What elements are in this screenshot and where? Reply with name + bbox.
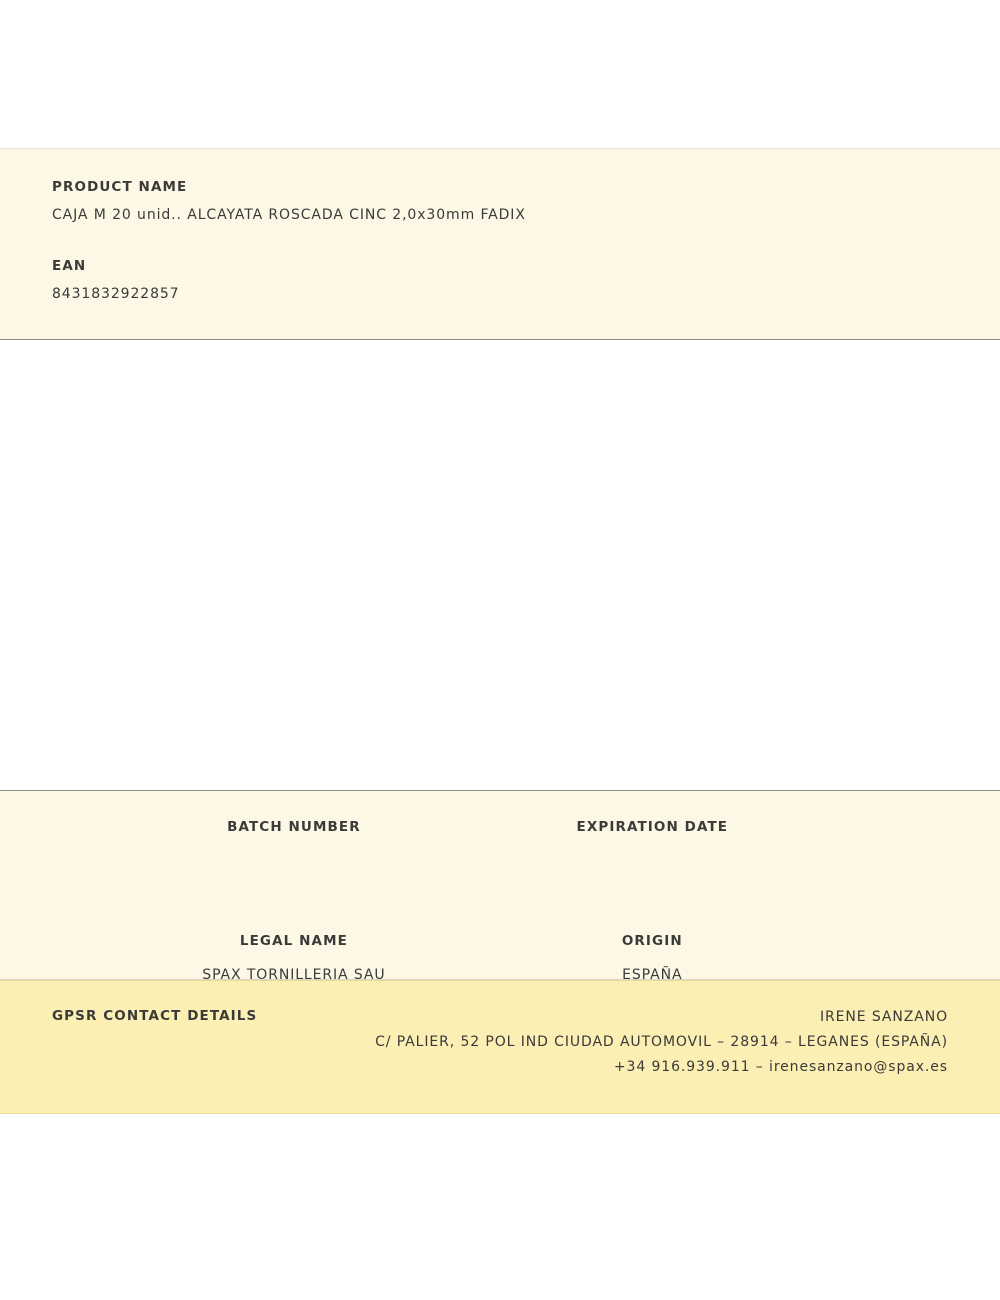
- legal-name-group: [115, 933, 473, 985]
- gpsr-contact-section: [0, 980, 1000, 1114]
- expiration-date-group: [473, 819, 831, 871]
- gpsr-contact-title: GPSR CONTACT DETAILS: [52, 1008, 258, 1024]
- top-spacer: [0, 0, 1000, 148]
- legal-row: [52, 933, 948, 985]
- expiration-date-value: [473, 853, 831, 871]
- gpsr-contact-address: C/ PALIER, 52 POL IND CIUDAD AUTOMOVIL – 28914 – LEGANES (ESPAÑA): [375, 1034, 948, 1050]
- batch-row: [52, 819, 948, 871]
- blank-content-area: [0, 340, 1000, 790]
- product-name-label: PRODUCT NAME: [52, 179, 188, 195]
- origin-value: ESPAÑA: [622, 967, 683, 983]
- product-name-value: CAJA M 20 unid.. ALCAYATA ROSCADA CINC 2,0x30mm FADIX: [52, 207, 526, 223]
- legal-name-value: SPAX TORNILLERIA SAU: [202, 967, 386, 983]
- legal-name-label: LEGAL NAME: [239, 933, 348, 949]
- ean-group: [52, 258, 948, 302]
- product-info-section: [0, 148, 1000, 340]
- ean-value: 8431832922857: [52, 286, 180, 302]
- product-name-group: [52, 179, 948, 223]
- batch-number-label: BATCH NUMBER: [227, 819, 361, 835]
- gpsr-contact-phone-email: +34 916.939.911 – irenesanzano@spax.es: [613, 1059, 948, 1075]
- ean-label: EAN: [52, 258, 87, 274]
- gpsr-contact-name: IRENE SANZANO: [819, 1009, 948, 1025]
- batch-number-value: [115, 853, 473, 871]
- expiration-date-label: EXPIRATION DATE: [576, 819, 729, 835]
- origin-group: [473, 933, 831, 985]
- gpsr-contact-details: [375, 1005, 948, 1080]
- batch-number-group: [115, 819, 473, 871]
- bottom-spacer: [0, 1114, 1000, 1300]
- origin-label: ORIGIN: [621, 933, 683, 949]
- batch-legal-section: [0, 790, 1000, 983]
